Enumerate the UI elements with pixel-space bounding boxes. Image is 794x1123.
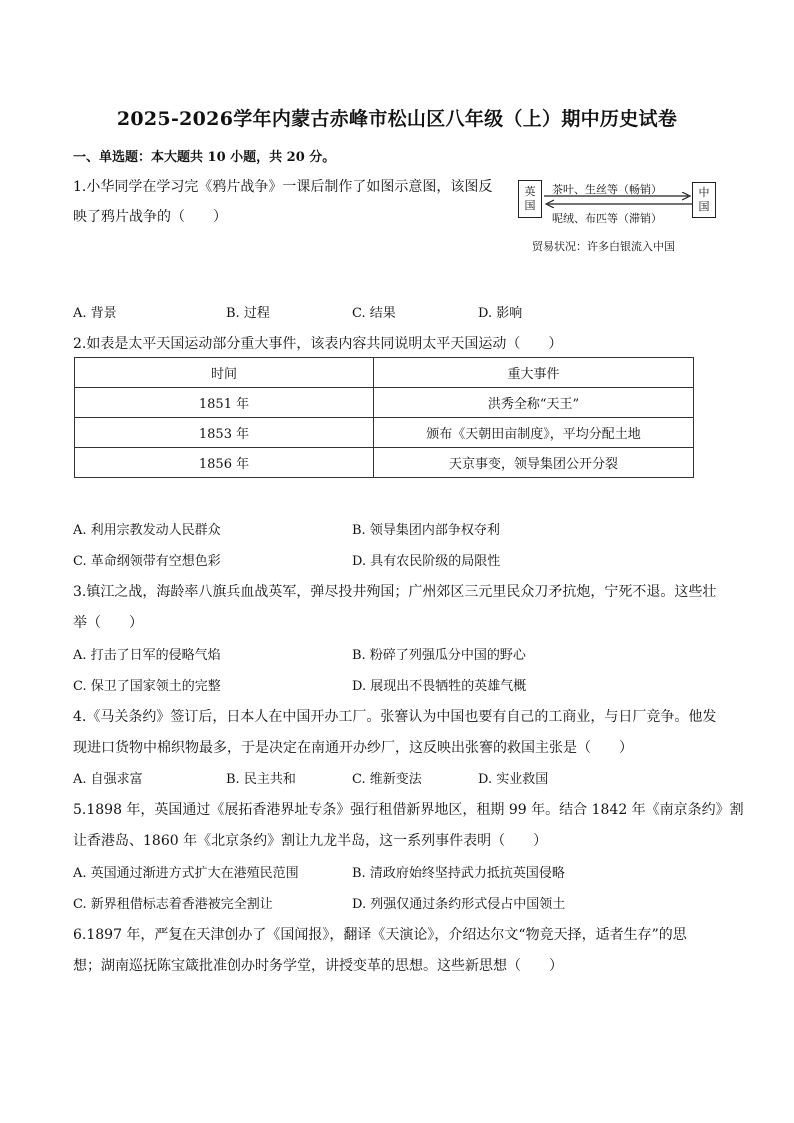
diagram-caption: 贸易状况：许多白银流入中国 <box>532 240 675 253</box>
question-4-option-c[interactable]: C. 维新变法 <box>352 772 422 787</box>
question-4-line-2: 现进口货物中棉织物最多，于是决定在南通开办纱厂，这反映出张謇的救国主张是（ ） <box>73 740 633 756</box>
section-heading: 一、单选题：本大题共 10 小题，共 20 分。 <box>73 150 336 165</box>
page-title: 2025-2026学年内蒙古赤峰市松山区八年级（上）期中历史试卷 <box>116 108 678 130</box>
question-2-option-b[interactable]: B. 领导集团内部争权夺利 <box>352 523 500 538</box>
diagram-top-text: 茶叶、生丝等（畅销） <box>552 183 662 196</box>
diagram-box-britain-label: 英 国 <box>524 185 536 212</box>
question-3-option-c[interactable]: C. 保卫了国家领土的完整 <box>73 679 221 694</box>
table-header-event: 重大事件 <box>374 358 694 388</box>
question-3-option-d[interactable]: D. 展现出不畏牺牲的英雄气概 <box>352 679 527 694</box>
table-cell-time: 1853 年 <box>75 418 374 448</box>
question-5-option-a[interactable]: A. 英国通过渐进方式扩大在港殖民范围 <box>73 866 299 881</box>
question-1-option-c[interactable]: C. 结果 <box>352 306 396 321</box>
question-1-option-a[interactable]: A. 背景 <box>73 306 117 321</box>
question-1-option-d[interactable]: D. 影响 <box>478 306 523 321</box>
diagram-box-britain <box>518 180 542 218</box>
table-row <box>75 388 694 418</box>
question-2-option-d[interactable]: D. 具有农民阶级的局限性 <box>352 554 501 569</box>
question-4-option-d[interactable]: D. 实业救国 <box>478 772 549 787</box>
question-5-option-c[interactable]: C. 新界租借标志着香港被完全割让 <box>73 897 273 912</box>
question-4-option-a[interactable]: A. 自强求富 <box>73 772 143 787</box>
diagram-box-china <box>692 182 716 218</box>
question-3-option-b[interactable]: B. 粉碎了列强瓜分中国的野心 <box>352 648 526 663</box>
table-cell-event: 颁布《天朝田亩制度》，平均分配土地 <box>374 418 694 448</box>
table-cell-time: 1856 年 <box>75 448 374 478</box>
table-cell-event: 天京事变，领导集团公开分裂 <box>374 448 694 478</box>
question-3-line-2: 举（ ） <box>73 615 143 631</box>
question-1-line-2: 映了鸦片战争的（ ） <box>73 209 227 225</box>
table-row <box>75 418 694 448</box>
table-cell-event: 洪秀全称“天王” <box>374 388 694 418</box>
question-2-option-c[interactable]: C. 革命纲领带有空想色彩 <box>73 554 221 569</box>
question-5-option-b[interactable]: B. 清政府始终坚持武力抵抗英国侵略 <box>352 866 565 881</box>
question-5-line-2: 让香港岛、1860 年《北京条约》割让九龙半岛，这一系列事件表明（ ） <box>73 833 548 849</box>
question-5-line-1: 5.1898 年，英国通过《展拓香港界址专条》强行租借新界地区，租期 99 年。结合 1842 年《南京条约》割 <box>73 802 744 818</box>
question-4-option-b[interactable]: B. 民主共和 <box>226 772 296 787</box>
question-1-option-b[interactable]: B. 过程 <box>226 306 270 321</box>
diagram-arrows <box>542 192 694 208</box>
table-cell-time: 1851 年 <box>75 388 374 418</box>
question-2-option-a[interactable]: A. 利用宗教发动人民群众 <box>73 523 221 538</box>
question-4-line-1: 4.《马关条约》签订后，日本人在中国开办工厂。张謇认为中国也要有自己的工商业，与日厂竞争。他发 <box>73 709 717 725</box>
question-1-line-1: 1.小华同学在学习完《鸦片战争》一课后制作了如图示意图，该图反 <box>73 179 493 195</box>
question-5-option-d[interactable]: D. 列强仅通过条约形式侵占中国领土 <box>352 897 566 912</box>
question-3-line-1: 3.镇江之战，海龄率八旗兵血战英军，弹尽投井殉国；广州郊区三元里民众刀矛抗炮，宁死不退。这些壮 <box>73 584 717 600</box>
table-header-time: 时间 <box>75 358 374 388</box>
table-header-row <box>75 358 694 388</box>
question-6-line-2: 想；湖南巡抚陈宝箴批准创办时务学堂，讲授变革的思想。这些新思想（ ） <box>73 958 563 974</box>
trade-diagram <box>516 178 726 256</box>
question-3-option-a[interactable]: A. 打击了日军的侵略气焰 <box>73 648 221 663</box>
events-table <box>74 357 694 478</box>
diagram-box-china-label: 中 国 <box>698 186 710 213</box>
diagram-bottom-text: 呢绒、布匹等（滞销） <box>552 212 662 225</box>
table-row <box>75 448 694 478</box>
question-6-line-1: 6.1897 年，严复在天津创办了《国闻报》，翻译《天演论》，介绍达尔文“物竞天择，适者生存”的思 <box>73 927 687 943</box>
question-2-line-1: 2.如表是太平天国运动部分重大事件，该表内容共同说明太平天国运动（ ） <box>73 336 563 352</box>
